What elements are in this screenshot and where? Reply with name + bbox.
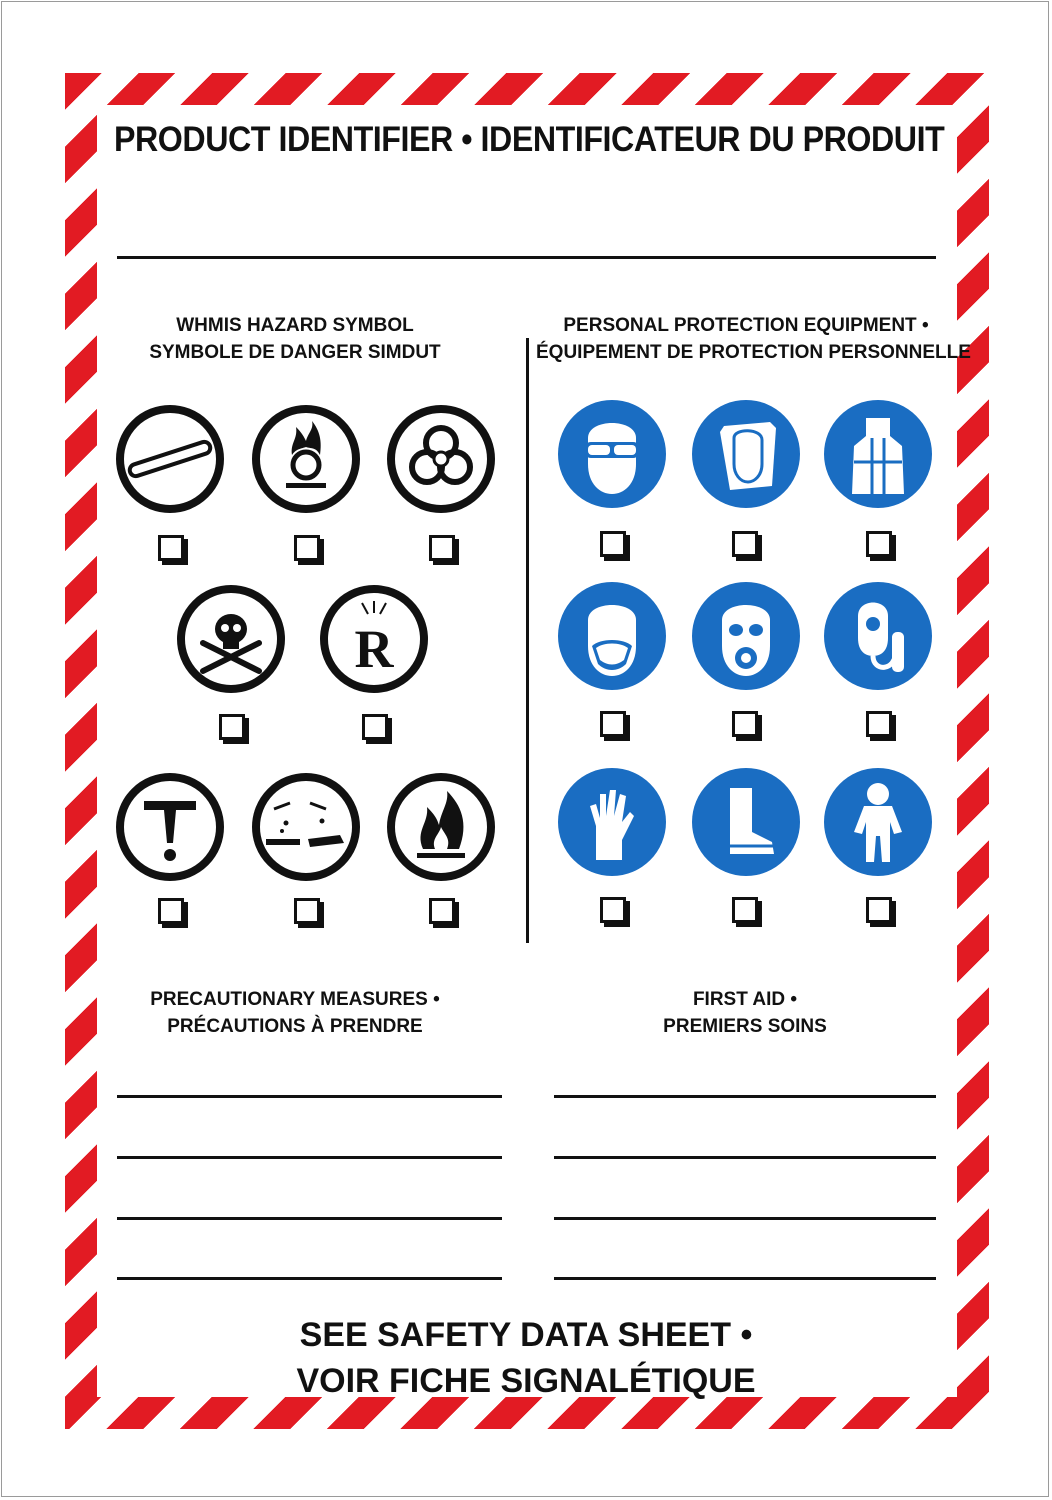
whmis-heading-en: WHMIS HAZARD SYMBOL: [176, 315, 414, 336]
whmis-compressed-gas-checkbox[interactable]: [158, 535, 184, 561]
ppe-dust-mask-checkbox[interactable]: [600, 711, 626, 737]
biohazard-icon: [385, 403, 497, 515]
precautions-line[interactable]: [117, 1095, 502, 1098]
product-identifier-line[interactable]: [117, 256, 936, 259]
whmis-flammable-checkbox[interactable]: [429, 898, 455, 924]
flammable-flame-icon: [385, 771, 497, 883]
precautions-heading-en: PRECAUTIONARY MEASURES •: [150, 989, 440, 1010]
precautions-heading-fr: PRÉCAUTIONS À PRENDRE: [167, 1016, 423, 1037]
ppe-suit-checkbox[interactable]: [866, 897, 892, 923]
first-aid-heading-fr: PREMIERS SOINS: [663, 1016, 827, 1037]
first-aid-heading: [620, 986, 870, 1040]
whmis-heading-fr: SYMBOLE DE DANGER SIMDUT: [149, 342, 441, 363]
whmis-oxidizer-checkbox[interactable]: [294, 535, 320, 561]
first-aid-line[interactable]: [554, 1156, 936, 1159]
precautions-line[interactable]: [117, 1156, 502, 1159]
skull-crossbones-icon: [175, 583, 287, 695]
safety-goggles-icon: [556, 398, 668, 510]
first-aid-line[interactable]: [554, 1277, 936, 1280]
ppe-heading-en: PERSONAL PROTECTION EQUIPMENT •: [563, 315, 929, 336]
breathing-apparatus-icon: [822, 580, 934, 692]
whmis-toxic-checkbox[interactable]: [158, 898, 184, 924]
whmis-reactive-checkbox[interactable]: [362, 714, 388, 740]
ppe-apron-checkbox[interactable]: [866, 531, 892, 557]
ppe-breathing-apparatus-checkbox[interactable]: [866, 711, 892, 737]
dust-mask-icon: [556, 580, 668, 692]
footer-line-en: SEE SAFETY DATA SHEET •: [299, 1316, 753, 1354]
oxidizer-flame-over-circle-icon: [250, 403, 362, 515]
first-aid-line[interactable]: [554, 1217, 936, 1220]
footer-line-fr: VOIR FICHE SIGNALÉTIQUE: [296, 1362, 756, 1400]
compressed-gas-cylinder-icon: [114, 403, 226, 515]
product-identifier-title: PRODUCT IDENTIFIER • IDENTIFICATEUR DU PRODUIT: [114, 120, 945, 159]
precautions-heading: [130, 986, 460, 1040]
whmis-heading: [140, 312, 450, 366]
protective-suit-icon: [822, 766, 934, 878]
ppe-gloves-checkbox[interactable]: [600, 897, 626, 923]
first-aid-line[interactable]: [554, 1095, 936, 1098]
face-shield-icon: [690, 398, 802, 510]
ppe-goggles-checkbox[interactable]: [600, 531, 626, 557]
precautions-line[interactable]: [117, 1277, 502, 1280]
whmis-corrosive-checkbox[interactable]: [294, 898, 320, 924]
svg-text:R: R: [354, 619, 394, 679]
protective-apron-icon: [822, 398, 934, 510]
whmis-poison-checkbox[interactable]: [219, 714, 245, 740]
ppe-boots-checkbox[interactable]: [732, 897, 758, 923]
section-divider: [526, 338, 529, 943]
ppe-face-shield-checkbox[interactable]: [732, 531, 758, 557]
safety-boots-icon: [690, 766, 802, 878]
ppe-heading: [536, 312, 971, 366]
safety-data-sheet-notice: [200, 1312, 852, 1404]
corrosive-icon: [250, 771, 362, 883]
dangerously-reactive-icon: [318, 583, 430, 695]
protective-gloves-icon: [556, 766, 668, 878]
toxic-other-effects-icon: [114, 771, 226, 883]
whmis-biohazard-checkbox[interactable]: [429, 535, 455, 561]
ppe-heading-fr: ÉQUIPEMENT DE PROTECTION PERSONNELLE: [536, 342, 971, 363]
precautions-line[interactable]: [117, 1217, 502, 1220]
ppe-respirator-checkbox[interactable]: [732, 711, 758, 737]
first-aid-heading-en: FIRST AID •: [692, 989, 798, 1010]
respirator-icon: [690, 580, 802, 692]
